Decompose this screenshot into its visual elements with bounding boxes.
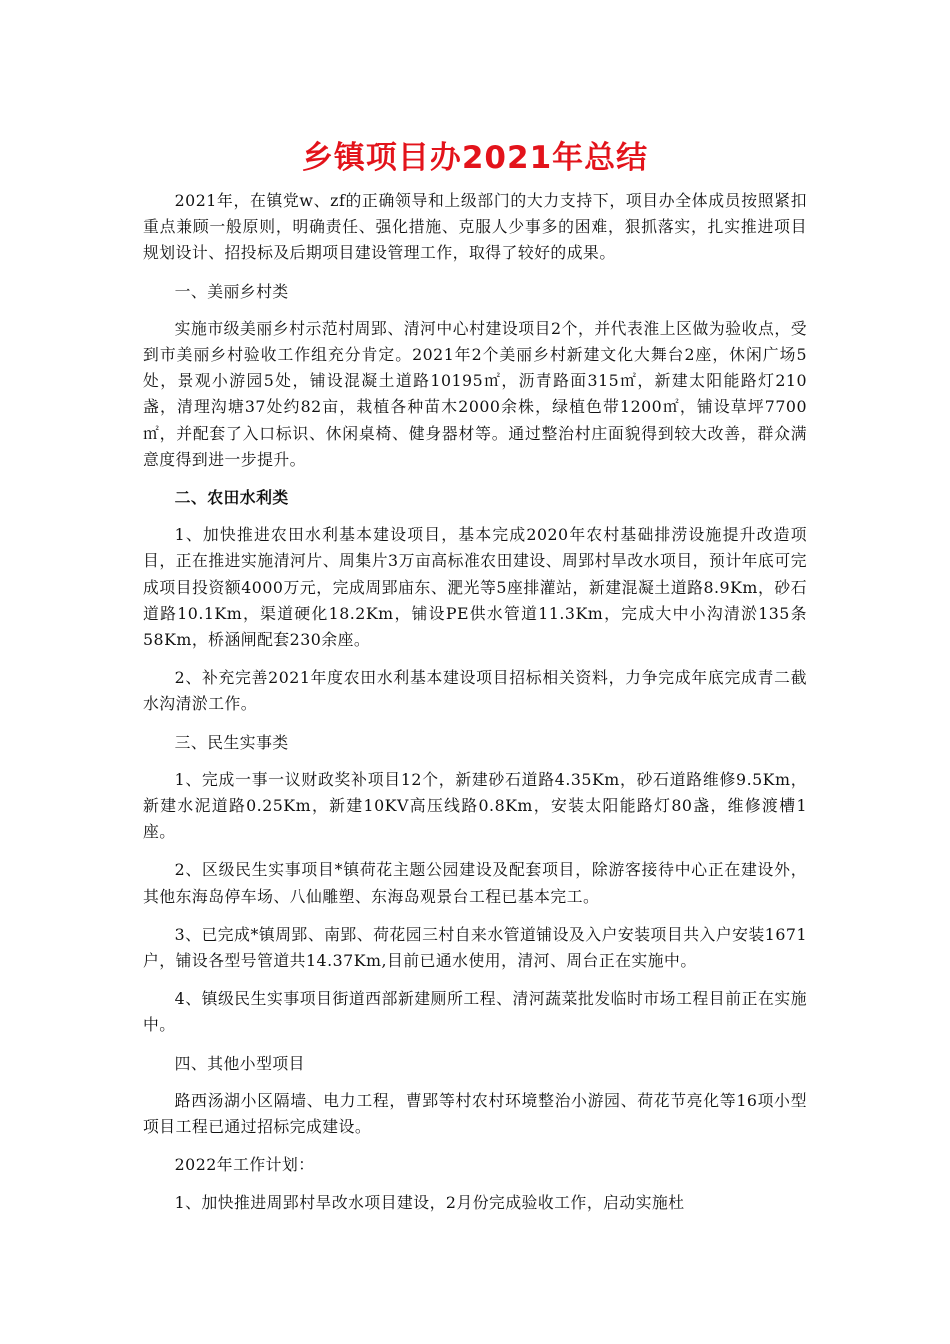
irrigation-paragraph-2: 2、补充完善2021年度农田水利基本建设项目招标相关资料，力争完成年底完成青二截水沟清淤工作。 xyxy=(143,668,807,714)
plan-paragraph-1: 1、加快推进周郢村旱改水项目建设，2月份完成验收工作，启动实施杜 xyxy=(174,1192,685,1212)
plan-heading: 2022年工作计划： xyxy=(174,1155,315,1175)
rural-paragraph: 实施市级美丽乡村示范村周郢、清河中心村建设项目2个，并代表淮上区做为验收点，受到市美丽乡村验收工作组充分肯定。2021年2个美丽乡村新建文化大舞台2座，休闲广场5处，景观小游园5处，铺设混凝土道路10195㎡，沥青路面315㎡，新建太阳能路灯210盏，清理沟塘37处约82亩，栽植各种苗木2000余株，绿植色带1200㎡，铺设草坪7700㎡，并配套了入口标识、休闲桌椅、健身器材等。通过整治村庄面貌得到较大改善，群众满意度得到进一步提升。 xyxy=(143,318,807,469)
section-heading-other: 四、其他小型项目 xyxy=(174,1053,305,1073)
other-paragraph: 路西汤湖小区隔墙、电力工程，曹郢等村农村环境整治小游园、荷花节亮化等16项小型项目工程已通过招标完成建设。 xyxy=(143,1090,807,1137)
section-heading-rural: 一、美丽乡村类 xyxy=(174,281,289,301)
livelihood-paragraph-4: 4、镇级民生实事项目街道西部新建厕所工程、清河蔬菜批发临时市场工程目前正在实施中。 xyxy=(143,989,807,1035)
livelihood-paragraph-2: 2、区级民生实事项目*镇荷花主题公园建设及配套项目，除游客接待中心正在建设外，其他东海岛停车场、八仙雕塑、东海岛观景台工程已基本完工。 xyxy=(143,860,807,906)
section-heading-livelihood: 三、民生实事类 xyxy=(174,732,289,752)
irrigation-paragraph-1: 1、加快推进农田水利基本建设项目，基本完成2020年农村基础排涝设施提升改造项目，正在推进实施清河片、周集片3万亩高标准农田建设、周郢村旱改水项目，预计年底可完成项目投资额4000万元，完成周郢庙东、淝光等5座排灌站，新建混凝土道路8.9Km，砂石道路10.1Km，渠道硬化18.2Km，铺设PE供水管道11.3Km，完成大中小沟清淤135条58Km，桥涵闸配套230余座。 xyxy=(143,525,807,650)
livelihood-paragraph-3: 3、已完成*镇周郢、南郢、荷花园三村自来水管道铺设及入户安装项目共入户安装1671户，铺设各型号管道共14.37Km,目前已通水使用，清河、周台正在实施中。 xyxy=(143,924,807,971)
intro-paragraph: 2021年，在镇党w、zf的正确领导和上级部门的大力支持下，项目办全体成员按照紧扣重点兼顾一般原则，明确责任、强化措施、克服人少事多的困难，狠抓落实，扎实推进项目规划设计、招投标及后期项目建设管理工作，取得了较好的成果。 xyxy=(143,191,807,263)
document-title: 乡镇项目办2021年总结 xyxy=(301,140,649,176)
livelihood-paragraph-1: 1、完成一事一议财政奖补项目12个，新建砂石道路4.35Km，砂石道路维修9.5Km，新建水泥道路0.25Km，新建10KV高压线路0.8Km，安装太阳能路灯80盏，维修渡槽1座。 xyxy=(143,769,807,842)
document-body xyxy=(143,188,807,1228)
section-heading-irrigation: 二、农田水利类 xyxy=(174,488,289,508)
